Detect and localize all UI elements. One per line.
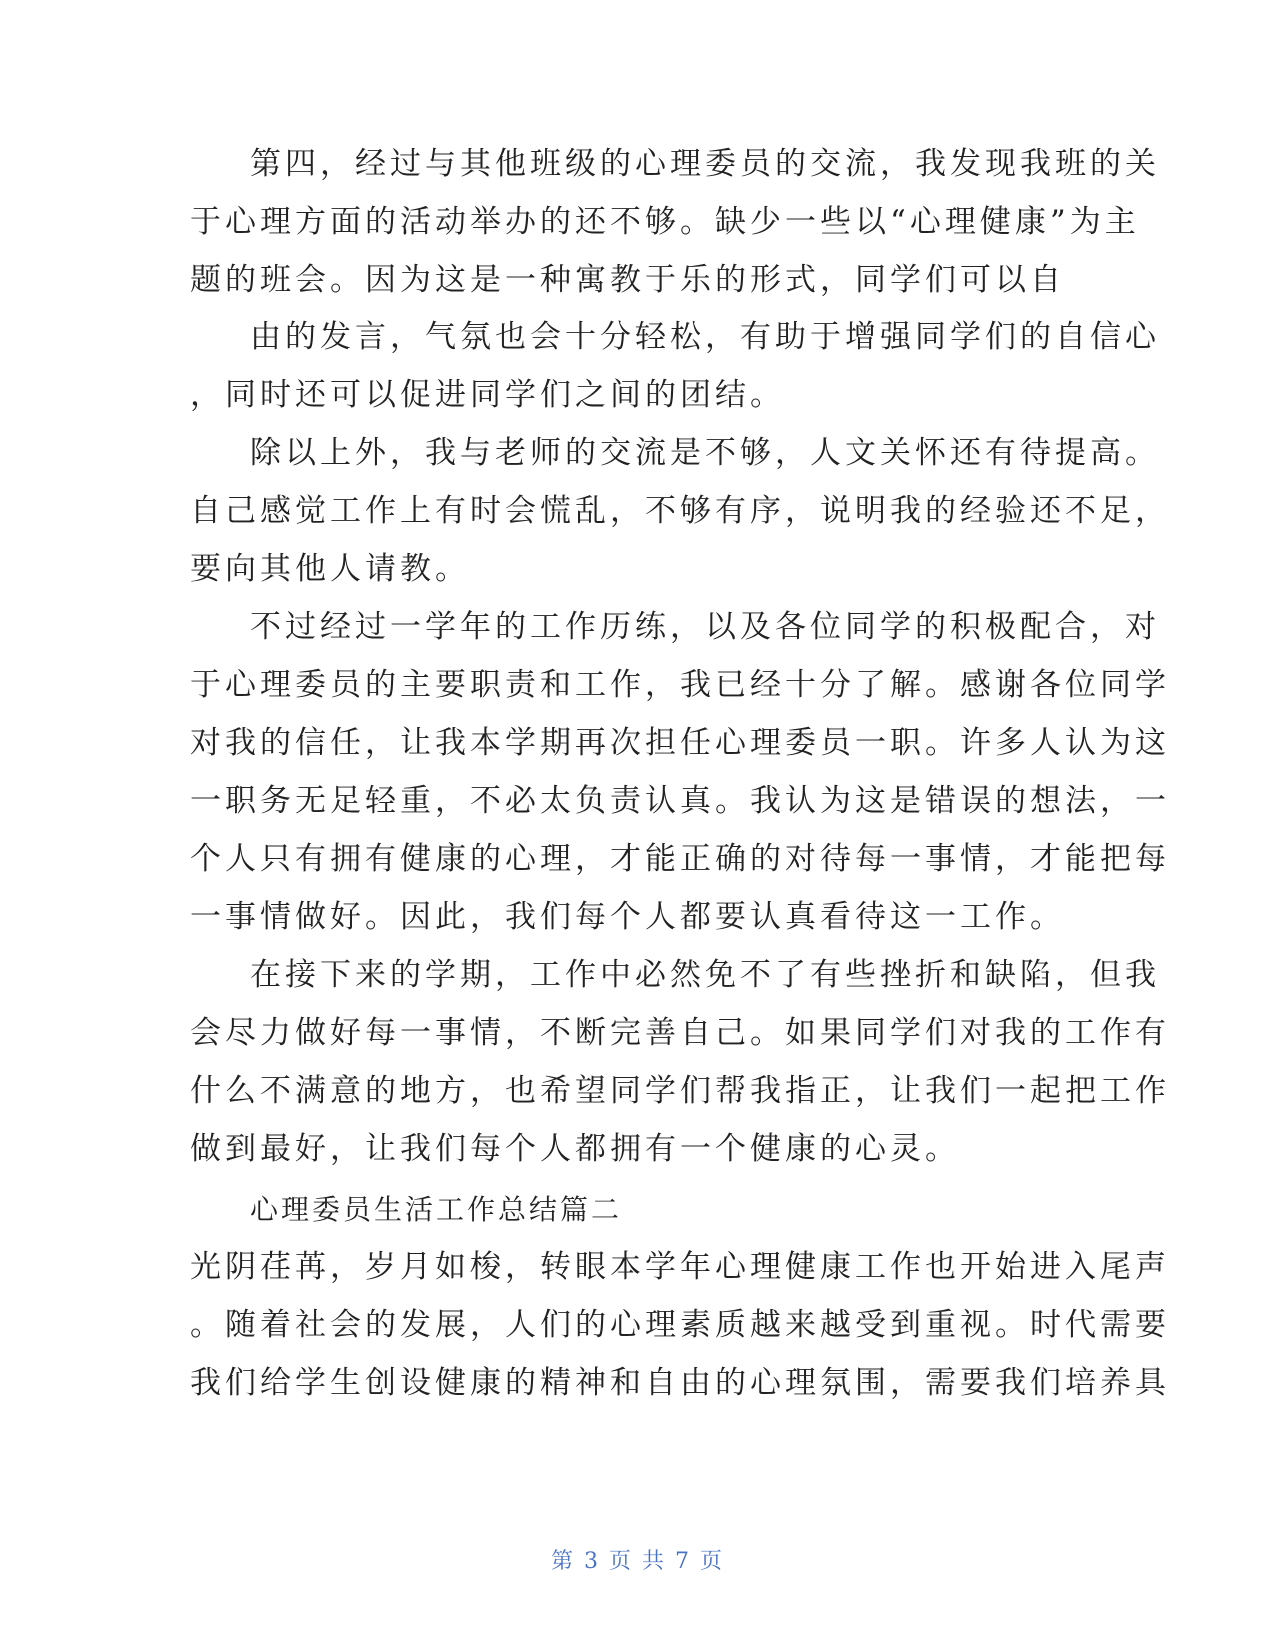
paragraph-4-line-2: 于心理委员的主要职责和工作，我已经十分了解。感谢各位同学 (190, 667, 1170, 703)
paragraph-5-line-1: 在接下来的学期，工作中必然免不了有些挫折和缺陷，但我 (250, 957, 1160, 993)
paragraph-5-line-3: 什么不满意的地方，也希望同学们帮我指正，让我们一起把工作 (190, 1073, 1170, 1109)
section-heading: 心理委员生活工作总结篇二 (250, 1193, 623, 1226)
paragraph-4-line-3: 对我的信任，让我本学期再次担任心理委员一职。许多人认为这 (190, 725, 1170, 761)
paragraph-4-line-4: 一职务无足轻重，不必太负责认真。我认为这是错误的想法，一 (190, 783, 1170, 819)
paragraph-2-line-2: ，同时还可以促进同学们之间的团结。 (190, 377, 785, 413)
paragraph-1-line-3: 题的班会。因为这是一种寓教于乐的形式，同学们可以自 (190, 262, 1065, 298)
paragraph-2-line-1: 由的发言，气氛也会十分轻松，有助于增强同学们的自信心 (250, 319, 1160, 355)
page-number-footer: 第 3 页 共 7 页 (551, 1549, 724, 1574)
paragraph-1-line-1: 第四，经过与其他班级的心理委员的交流，我发现我班的关 (250, 146, 1160, 182)
last-paragraph-line-2: 。随着社会的发展，人们的心理素质越来越受到重视。时代需要 (190, 1307, 1170, 1343)
paragraph-3-line-2: 自己感觉工作上有时会慌乱，不够有序，说明我的经验还不足， (190, 493, 1170, 529)
paragraph-4-line-5: 个人只有拥有健康的心理，才能正确的对待每一事情，才能把每 (190, 841, 1170, 877)
paragraph-3-line-1: 除以上外，我与老师的交流是不够，人文关怀还有待提高。 (250, 435, 1160, 471)
paragraph-5-line-2: 会尽力做好每一事情，不断完善自己。如果同学们对我的工作有 (190, 1015, 1170, 1051)
paragraph-4-line-6: 一事情做好。因此，我们每个人都要认真看待这一工作。 (190, 899, 1065, 935)
paragraph-1-line-2: 于心理方面的活动举办的还不够。缺少一些以“心理健康”为主 (190, 204, 1140, 240)
paragraph-4-line-1: 不过经过一学年的工作历练，以及各位同学的积极配合，对 (250, 609, 1160, 645)
paragraph-5-line-4: 做到最好，让我们每个人都拥有一个健康的心灵。 (190, 1131, 960, 1167)
last-paragraph-line-1: 光阴荏苒，岁月如梭，转眼本学年心理健康工作也开始进入尾声 (190, 1249, 1170, 1285)
paragraph-3-line-3: 要向其他人请教。 (190, 551, 470, 587)
last-paragraph-line-3: 我们给学生创设健康的精神和自由的心理氛围，需要我们培养具 (190, 1365, 1170, 1401)
